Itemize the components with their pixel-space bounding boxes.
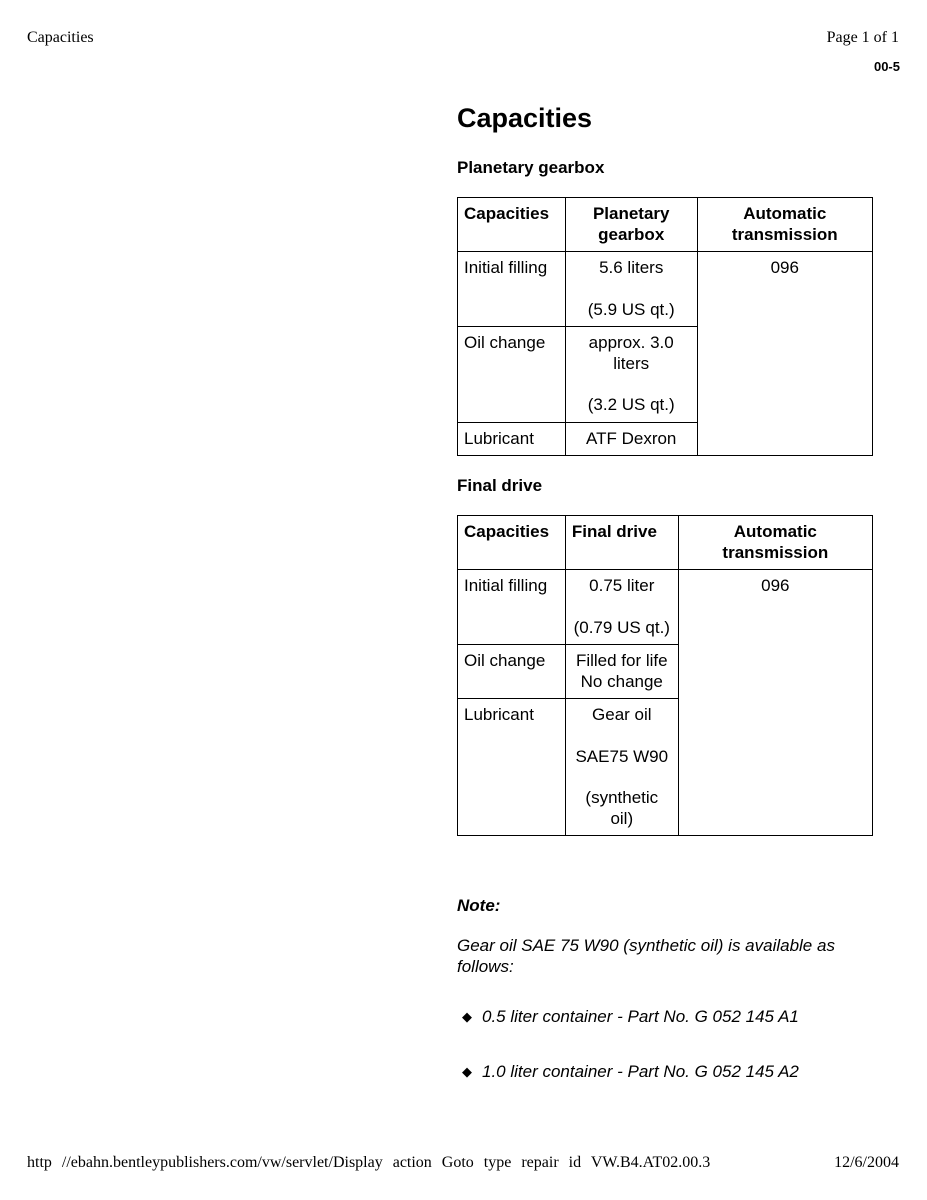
cell-value: ATF Dexron bbox=[565, 422, 697, 456]
list-item-text: 0.5 liter container - Part No. G 052 145 A1 bbox=[482, 1007, 799, 1026]
planetary-heading: Planetary gearbox bbox=[457, 158, 605, 177]
row-label: Initial filling bbox=[458, 252, 566, 327]
list-item bbox=[462, 1062, 799, 1082]
section-code: 00-5 bbox=[873, 59, 900, 74]
row-label: Oil change bbox=[458, 327, 566, 423]
note-text: Gear oil SAE 75 W90 (synthetic oil) is available as follows: bbox=[457, 936, 835, 976]
footer-url: http //ebahn.bentleypublishers.com/vw/servlet/Display action Goto type repair id VW.B4.AT02.00.3 bbox=[27, 1154, 711, 1171]
row-label: Initial filling bbox=[458, 570, 566, 645]
column-header: Final drive bbox=[565, 516, 678, 570]
cell-value: 0.75 liter bbox=[589, 576, 655, 595]
column-header: Capacities bbox=[458, 516, 566, 570]
cell-value: (0.79 US qt.) bbox=[573, 617, 670, 637]
list-item bbox=[462, 1007, 799, 1027]
cell-value: (synthetic oil) bbox=[585, 788, 659, 828]
table-cell bbox=[565, 645, 678, 699]
column-header: Capacities bbox=[458, 198, 566, 252]
table-cell bbox=[565, 252, 697, 327]
cell-value: Filled for life bbox=[575, 651, 668, 670]
note-heading: Note: bbox=[457, 896, 501, 915]
diamond-bullet-icon: ◆ bbox=[462, 1009, 472, 1024]
column-header: Automatic transmission bbox=[697, 198, 872, 252]
planetary-table bbox=[457, 197, 873, 456]
page-title: Capacities bbox=[457, 103, 593, 133]
column-header: Planetary gearbox bbox=[565, 198, 697, 252]
row-label: Lubricant bbox=[458, 422, 566, 456]
table-cell bbox=[565, 699, 678, 836]
page-number: Page 1 of 1 bbox=[826, 29, 899, 46]
footer-date: 12/6/2004 bbox=[834, 1154, 899, 1171]
row-label: Oil change bbox=[458, 645, 566, 699]
cell-value: (3.2 US qt.) bbox=[587, 395, 675, 414]
row-label: Lubricant bbox=[458, 699, 566, 836]
cell-value: Gear oil bbox=[592, 705, 652, 724]
table-cell bbox=[565, 570, 678, 645]
header-title: Capacities bbox=[27, 29, 94, 46]
cell-value: No change bbox=[580, 671, 663, 691]
table-row bbox=[458, 570, 873, 645]
cell-value: 5.6 liters bbox=[599, 258, 664, 277]
cell-value: SAE75 W90 bbox=[575, 746, 669, 766]
final-drive-heading: Final drive bbox=[457, 476, 543, 495]
table-header-row bbox=[458, 516, 873, 570]
table-cell bbox=[565, 327, 697, 423]
diamond-bullet-icon: ◆ bbox=[462, 1064, 472, 1079]
column-header: Automatic transmission bbox=[678, 516, 872, 570]
cell-value: approx. 3.0 liters bbox=[588, 333, 674, 373]
transmission-cell: 096 bbox=[678, 570, 872, 836]
transmission-cell: 096 bbox=[697, 252, 872, 456]
table-header-row bbox=[458, 198, 873, 252]
list-item-text: 1.0 liter container - Part No. G 052 145 A2 bbox=[482, 1062, 799, 1081]
final-drive-table bbox=[457, 515, 873, 836]
cell-value: (5.9 US qt.) bbox=[587, 299, 675, 319]
table-row bbox=[458, 252, 873, 327]
